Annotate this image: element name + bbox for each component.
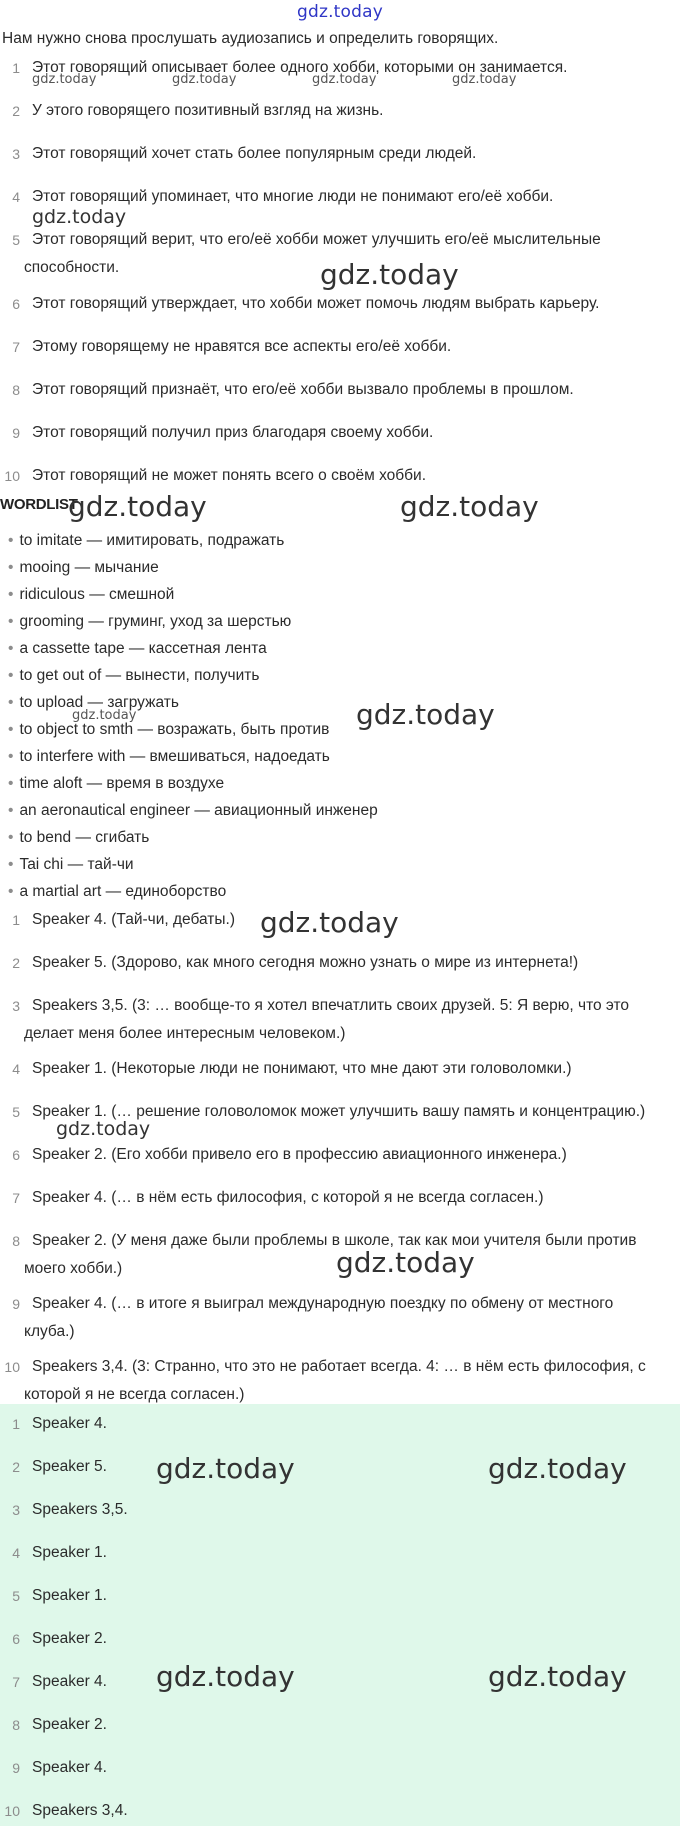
statement-text: Этому говорящему не нравятся все аспекты его/её хобби.	[32, 338, 452, 355]
bullet-icon: •	[8, 829, 14, 846]
statement-number: 2	[12, 103, 20, 119]
wordlist-item	[8, 532, 284, 550]
explanation-number: 4	[12, 1061, 20, 1077]
explanation-text: Speaker 1. (Некоторые люди не понимают, что мне дают эти головоломки.)	[32, 1060, 572, 1077]
wordlist-item-text: Tai chi — тай-чи	[19, 856, 134, 873]
answer-text: Speaker 4.	[32, 1415, 107, 1432]
wordlist-item-text: to imitate — имитировать, подражать	[19, 532, 285, 549]
wordlist-item	[8, 559, 159, 577]
statement-number: 1	[12, 60, 20, 76]
statement-text: Этот говорящий утверждает, что хобби может помочь людям выбрать карьеру.	[32, 295, 600, 312]
explanation-text-continued: клуба.)	[24, 1323, 75, 1340]
explanation-number: 3	[12, 998, 20, 1014]
bullet-icon: •	[8, 775, 14, 792]
wordlist-item	[8, 829, 149, 847]
statement-number: 8	[12, 382, 20, 398]
answer-number: 2	[12, 1459, 20, 1475]
wordlist-item	[8, 856, 134, 874]
bullet-icon: •	[8, 883, 14, 900]
wordlist-item	[8, 802, 378, 820]
site-link[interactable]: gdz.today	[296, 2, 384, 22]
watermark: gdz.today	[336, 1246, 475, 1279]
explanation-number: 6	[12, 1147, 20, 1163]
explanation-text: Speakers 3,5. (3: … вообще-то я хотел впечатлить своих друзей. 5: Я верю, что это	[32, 997, 630, 1014]
bullet-icon: •	[8, 721, 14, 738]
wordlist-item-text: to upload — загружать	[19, 694, 179, 711]
wordlist-item-text: to object to smth — возражать, быть против	[19, 721, 330, 738]
explanation-text: Speaker 2. (У меня даже были проблемы в школе, так как мои учителя были против	[32, 1232, 637, 1249]
watermark: gdz.today	[488, 1660, 627, 1693]
watermark: gdz.today	[356, 698, 495, 731]
wordlist-item	[8, 721, 329, 739]
wordlist-item-text: time aloft — время в воздухе	[19, 775, 225, 792]
bullet-icon: •	[8, 586, 14, 603]
explanation-number: 8	[12, 1233, 20, 1249]
answer-text: Speaker 2.	[32, 1716, 107, 1733]
wordlist-item-text: mooing — мычание	[19, 559, 159, 576]
explanation-text: Speaker 4. (… в нём есть философия, с которой я не всегда согласен.)	[32, 1189, 544, 1206]
wordlist-item-text: ridiculous — смешной	[19, 586, 175, 603]
wordlist-item	[8, 775, 224, 793]
explanation-text-continued: делает меня более интересным человеком.)	[24, 1025, 346, 1042]
bullet-icon: •	[8, 667, 14, 684]
explanation-text: Speaker 4. (… в итоге я выиграл международную поездку по обмену от местного	[32, 1295, 614, 1312]
intro-text: Нам нужно снова прослушать аудиозапись и определить говорящих.	[2, 30, 499, 47]
statement-number: 10	[4, 468, 20, 484]
answer-text: Speaker 1.	[32, 1587, 107, 1604]
watermark: gdz.today	[400, 490, 539, 523]
wordlist-item-text: to bend — сгибать	[19, 829, 150, 846]
watermark: gdz.today	[320, 258, 459, 291]
watermark: gdz.today	[32, 72, 97, 87]
statement-number: 6	[12, 296, 20, 312]
watermark: gdz.today	[32, 206, 127, 228]
answer-number: 10	[4, 1803, 20, 1819]
answer-number: 3	[12, 1502, 20, 1518]
explanation-text-continued: моего хобби.)	[24, 1260, 123, 1277]
wordlist-item	[8, 748, 330, 766]
answer-text: Speaker 1.	[32, 1544, 107, 1561]
statement-text-continued: способности.	[24, 259, 120, 276]
statement-number: 3	[12, 146, 20, 162]
wordlist-item-text: to get out of — вынести, получить	[19, 667, 260, 684]
explanation-text: Speakers 3,4. (3: Странно, что это не работает всегда. 4: … в нём есть философия, с	[32, 1358, 646, 1375]
answer-number: 7	[12, 1674, 20, 1690]
statement-number: 5	[12, 232, 20, 248]
wordlist-item-text: grooming — груминг, уход за шерстью	[19, 613, 292, 630]
explanation-number: 1	[12, 912, 20, 928]
statement-text: Этот говорящий признаёт, что его/её хобби вызвало проблемы в прошлом.	[32, 381, 574, 398]
answer-number: 8	[12, 1717, 20, 1733]
answer-text: Speaker 5.	[32, 1458, 107, 1475]
bullet-icon: •	[8, 748, 14, 765]
wordlist-item	[8, 613, 291, 631]
explanation-number: 10	[4, 1359, 20, 1375]
watermark: gdz.today	[68, 490, 207, 523]
explanation-text-continued: которой я не всегда согласен.)	[24, 1386, 245, 1403]
wordlist-item	[8, 586, 174, 604]
explanation-text: Speaker 1. (… решение головоломок может улучшить вашу память и концентрацию.)	[32, 1103, 646, 1120]
watermark: gdz.today	[452, 72, 517, 87]
wordlist-title: WORDLIST	[0, 496, 78, 513]
bullet-icon: •	[8, 802, 14, 819]
answer-number: 6	[12, 1631, 20, 1647]
statement-text: Этот говорящий упоминает, что многие люди не понимают его/её хобби.	[32, 188, 554, 205]
bullet-icon: •	[8, 856, 14, 873]
explanation-number: 7	[12, 1190, 20, 1206]
statement-text: Этот говорящий получил приз благодаря своему хобби.	[32, 424, 434, 441]
wordlist-item	[8, 883, 226, 901]
wordlist-item-text: to interfere with — вмешиваться, надоедать	[19, 748, 330, 765]
bullet-icon: •	[8, 640, 14, 657]
statement-number: 9	[12, 425, 20, 441]
explanation-text: Speaker 4. (Тай-чи, дебаты.)	[32, 911, 235, 928]
answer-number: 4	[12, 1545, 20, 1561]
wordlist-item-text: an aeronautical engineer — авиационный инженер	[19, 802, 378, 819]
explanation-text: Speaker 5. (Здорово, как много сегодня можно узнать о мире из интернета!)	[32, 954, 579, 971]
answer-number: 1	[12, 1416, 20, 1432]
watermark: gdz.today	[488, 1452, 627, 1485]
explanation-number: 2	[12, 955, 20, 971]
watermark: gdz.today	[72, 708, 137, 723]
watermark: gdz.today	[260, 906, 399, 939]
answer-text: Speaker 2.	[32, 1630, 107, 1647]
wordlist-item-text: a cassette tape — кассетная лента	[19, 640, 267, 657]
answer-text: Speakers 3,5.	[32, 1501, 128, 1518]
wordlist-item-text: a martial art — единоборство	[19, 883, 227, 900]
watermark: gdz.today	[156, 1660, 295, 1693]
wordlist-item	[8, 640, 267, 658]
statement-text: У этого говорящего позитивный взгляд на жизнь.	[32, 102, 384, 119]
watermark: gdz.today	[56, 1118, 151, 1140]
wordlist-item	[8, 667, 259, 685]
bullet-icon: •	[8, 694, 14, 711]
answer-text: Speaker 4.	[32, 1759, 107, 1776]
statement-number: 7	[12, 339, 20, 355]
explanation-text: Speaker 2. (Его хобби привело его в профессию авиационного инженера.)	[32, 1146, 567, 1163]
explanation-number: 9	[12, 1296, 20, 1312]
watermark: gdz.today	[156, 1452, 295, 1485]
answer-number: 9	[12, 1760, 20, 1776]
bullet-icon: •	[8, 613, 14, 630]
statement-text: Этот говорящий не может понять всего о своём хобби.	[32, 467, 427, 484]
watermark: gdz.today	[312, 72, 377, 87]
bullet-icon: •	[8, 532, 14, 549]
watermark: gdz.today	[172, 72, 237, 87]
statement-text: Этот говорящий верит, что его/её хобби может улучшить его/её мыслительные	[32, 231, 601, 248]
statement-number: 4	[12, 189, 20, 205]
answer-number: 5	[12, 1588, 20, 1604]
bullet-icon: •	[8, 559, 14, 576]
statement-text: Этот говорящий хочет стать более популярным среди людей.	[32, 145, 477, 162]
statement-text: Этот говорящий описывает более одного хобби, которыми он занимается.	[32, 59, 568, 76]
explanation-number: 5	[12, 1104, 20, 1120]
answer-text: Speakers 3,4.	[32, 1802, 128, 1819]
answer-text: Speaker 4.	[32, 1673, 107, 1690]
